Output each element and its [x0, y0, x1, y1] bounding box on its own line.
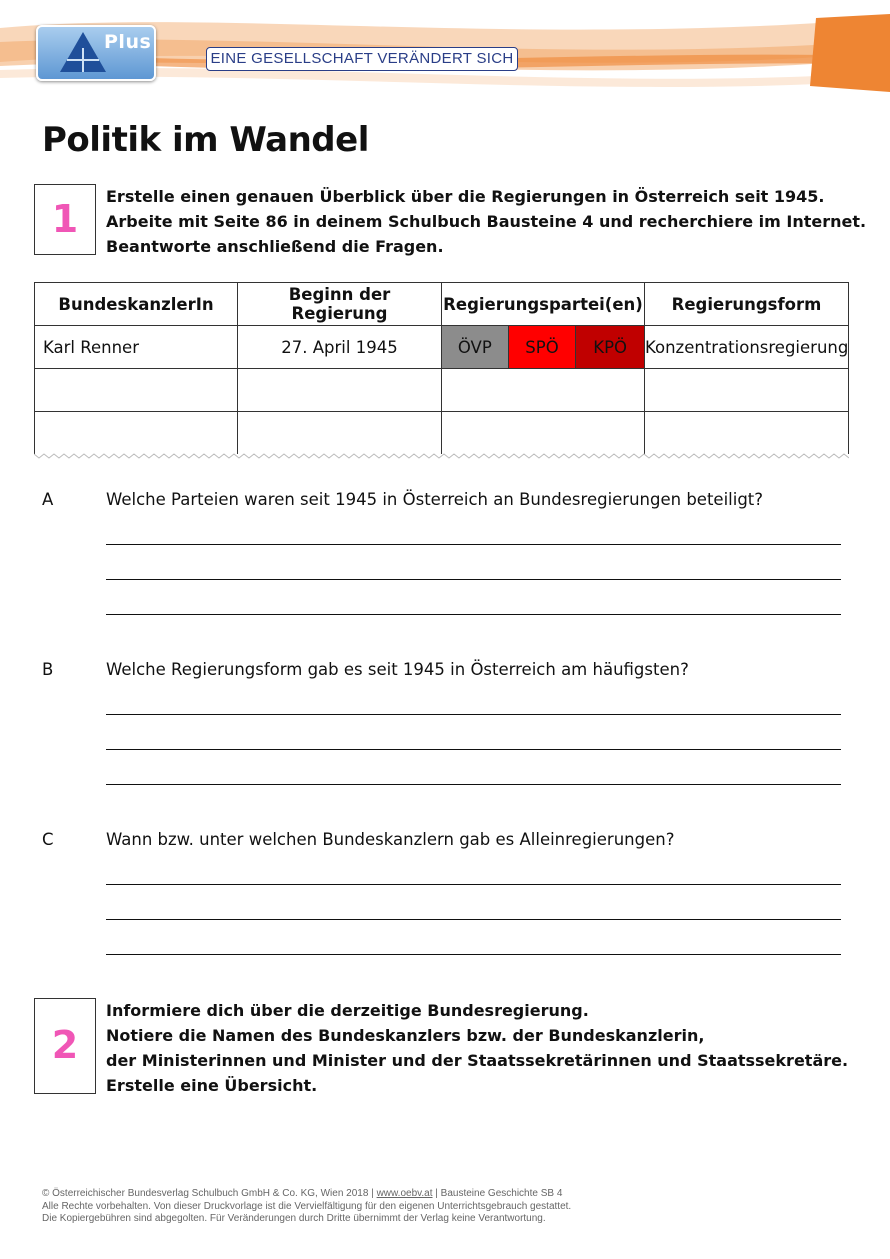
answer-line[interactable] — [106, 884, 841, 885]
empty-cell[interactable] — [645, 369, 849, 412]
answer-line[interactable] — [106, 954, 841, 955]
empty-cell[interactable] — [238, 369, 442, 412]
plus-logo — [36, 25, 156, 81]
task-2-instructions — [106, 998, 848, 1098]
publisher-link[interactable]: www.oebv.at — [376, 1188, 433, 1199]
party-kpo: KPÖ — [576, 326, 644, 368]
empty-cell[interactable] — [238, 412, 442, 455]
triangle-logo-icon — [58, 30, 108, 74]
answer-line[interactable] — [106, 614, 841, 615]
table-row — [35, 412, 849, 455]
start-date-cell: 27. April 1945 — [238, 326, 442, 369]
task-1-line: Beantworte anschließend die Fragen. — [106, 237, 444, 256]
answer-line[interactable] — [106, 544, 841, 545]
question-a-text: Welche Parteien waren seit 1945 in Österreich an Bundesregierungen beteiligt? — [106, 490, 764, 509]
answer-line[interactable] — [106, 714, 841, 715]
task-2-line: der Ministerinnen und Minister und der Staatssekretärinnen und Staatssekretäre. — [106, 1051, 849, 1070]
answer-line[interactable] — [106, 919, 841, 920]
answer-line[interactable] — [106, 784, 841, 785]
question-b-letter: B — [42, 660, 54, 679]
column-header: Beginn der Regierung — [238, 283, 442, 326]
orange-corner-block — [810, 14, 890, 92]
series-title: EINE GESELLSCHAFT VERÄNDERT SICH — [206, 47, 518, 71]
logo-label: Plus — [104, 31, 152, 53]
footer-fees: Die Kopiergebühren sind abgegolten. Für Veränderungen durch Dritte übernimmt der Verlag keine Verantwortung. — [42, 1213, 546, 1224]
empty-cell[interactable] — [35, 369, 238, 412]
empty-cell[interactable] — [442, 369, 645, 412]
question-c-letter: C — [42, 830, 54, 849]
chancellor-cell: Karl Renner — [35, 326, 238, 369]
question-b-text: Welche Regierungsform gab es seit 1945 in Österreich am häufigsten? — [106, 660, 689, 679]
parties-cell — [442, 326, 645, 369]
empty-cell[interactable] — [35, 412, 238, 455]
party-ovp: ÖVP — [442, 326, 509, 368]
government-table — [34, 282, 849, 454]
table-row — [35, 326, 849, 369]
question-c-text: Wann bzw. unter welchen Bundeskanzlern gab es Alleinregierungen? — [106, 830, 675, 849]
party-spo: SPÖ — [509, 326, 577, 368]
government-form-cell: Konzentrationsregierung — [645, 326, 849, 369]
copyright-footer — [42, 1188, 571, 1226]
task-number-2: 2 — [34, 998, 96, 1094]
column-header: Regierungspartei(en) — [442, 283, 645, 326]
task-2-line: Notiere die Namen des Bundeskanzlers bzw. der Bundeskanzlerin, — [106, 1026, 705, 1045]
answer-line[interactable] — [106, 579, 841, 580]
footer-rights: Alle Rechte vorbehalten. Von dieser Druckvorlage ist die Vervielfältigung für den eigenen Unterrichtsgebrauch gestattet. — [42, 1200, 572, 1212]
torn-edge — [34, 450, 849, 462]
task-2-line: Informiere dich über die derzeitige Bundesregierung. — [106, 1001, 589, 1020]
page-title: Politik im Wandel — [42, 120, 369, 160]
table-header-row — [35, 283, 849, 326]
empty-cell[interactable] — [645, 412, 849, 455]
table-row — [35, 369, 849, 412]
task-number-1: 1 — [34, 184, 96, 255]
footer-suffix: | Bausteine Geschichte SB 4 — [432, 1188, 563, 1199]
column-header: BundeskanzlerIn — [35, 283, 238, 326]
footer-prefix: © Österreichischer Bundesverlag Schulbuch GmbH & Co. KG, Wien 2018 | — [42, 1188, 377, 1199]
answer-line[interactable] — [106, 749, 841, 750]
empty-cell[interactable] — [442, 412, 645, 455]
question-a-letter: A — [42, 490, 54, 509]
task-1-line: Erstelle einen genauen Überblick über die Regierungen in Österreich seit 1945. — [106, 187, 825, 206]
column-header: Regierungsform — [645, 283, 849, 326]
task-1-instructions — [106, 184, 866, 259]
task-1-line: Arbeite mit Seite 86 in deinem Schulbuch Bausteine 4 und recherchiere im Internet. — [106, 212, 867, 231]
task-2-line: Erstelle eine Übersicht. — [106, 1076, 318, 1095]
